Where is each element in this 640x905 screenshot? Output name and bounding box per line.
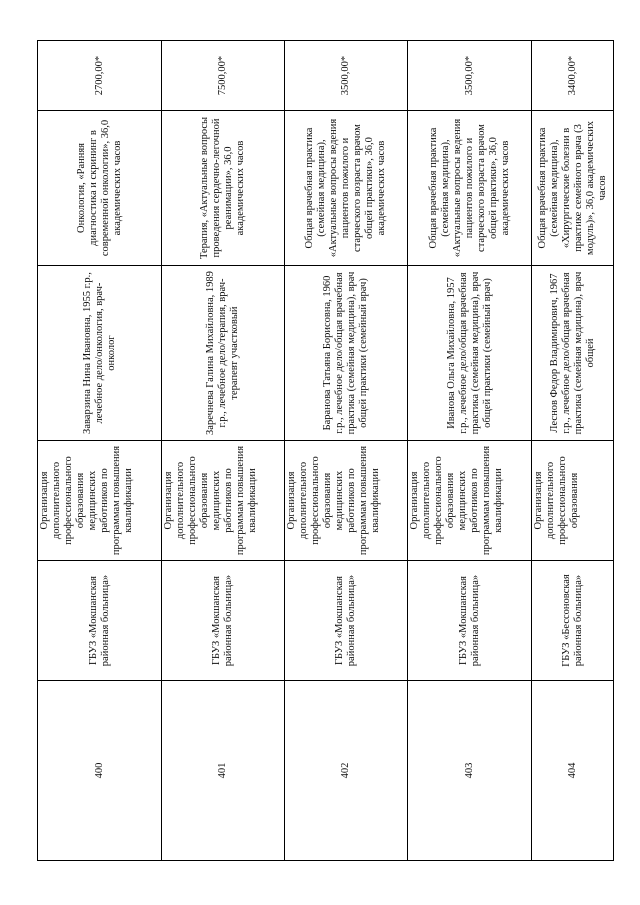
table-row: [162, 41, 285, 861]
row-number: 403: [408, 681, 532, 861]
rotated-table-container: [37, 41, 613, 861]
table-row: [408, 41, 532, 861]
price: 7500,00*: [162, 41, 285, 111]
organization: Организация дополнительного профессионального образования медицинских работников по программам повышения квалификации: [38, 441, 162, 561]
program-info: Общая врачебная практика (семейная медицина), «Актуальные вопросы ведения пациентов пожилого и старческого возраста врачом общей практики», 36,0 академических часов: [285, 111, 408, 266]
hospital-name: ГБУЗ «Мокшанская районная больница»: [38, 561, 162, 681]
doctor-info: Иванова Ольга Михайловна, 1957 г.р., лечебное дело/общая врачебная практика (семейная медицина), врач общей практики (семейный врач): [408, 266, 532, 441]
doctor-info: Леснов Федор Владимирович, 1967 г.р., лечебное дело/общая врачебная практика (семейная медицина), врач общей: [532, 266, 614, 441]
doctor-info: Заварзина Нина Ивановна, 1955 г.р., лечебное дело/онкология, врач-онколог: [38, 266, 162, 441]
row-number: 401: [162, 681, 285, 861]
table-row: [532, 41, 614, 861]
organization: Организация дополнительного профессионального образования медицинских работников по программам повышения квалификации: [285, 441, 408, 561]
table-row: [285, 41, 408, 861]
program-info: Общая врачебная практика (семейная медицина), «Хирургические болезни в практике семейного врача (3 модуль)», 36,0 академических часов: [532, 111, 614, 266]
doctor-info: Баранова Татьяна Борисовна, 1960 г.р., лечебное дело/общая врачебная практика (семейная медицина), врач общей практики (семейный врач): [285, 266, 408, 441]
program-info: Терапия, «Актуальные вопросы проведения сердечно-легочной реанимации», 36,0 академических часов: [162, 111, 285, 266]
hospital-name: ГБУЗ «Мокшанская районная больница»: [285, 561, 408, 681]
organization: Организация дополнительного профессионального образования: [532, 441, 614, 561]
price: 3500,00*: [408, 41, 532, 111]
hospital-name: ГБУЗ «Мокшанская районная больница»: [162, 561, 285, 681]
price: 3400,00*: [532, 41, 614, 111]
doctor-info: Заречнева Галина Михайловна, 1989 г.р., лечебное дело/терапия, врач-терапевт участковый: [162, 266, 285, 441]
row-number: 404: [532, 681, 614, 861]
training-table: [37, 40, 614, 861]
organization: Организация дополнительного профессионального образования медицинских работников по программам повышения квалификации: [162, 441, 285, 561]
organization: Организация дополнительного профессионального образования медицинских работников по программам повышения квалификации: [408, 441, 532, 561]
price: 2700,00*: [38, 41, 162, 111]
row-number: 400: [38, 681, 162, 861]
price: 3500,00*: [285, 41, 408, 111]
table-row: [38, 41, 162, 861]
program-info: Общая врачебная практика (семейная медицина), «Актуальные вопросы ведения пациентов пожилого и старческого возраста врачом общей практики», 36,0 академических часов: [408, 111, 532, 266]
hospital-name: ГБУЗ «Бессоновская районная больница»: [532, 561, 614, 681]
row-number: 402: [285, 681, 408, 861]
program-info: Онкология, «Ранняя диагностика и скрининг в современной онкологии», 36,0 академических часов: [38, 111, 162, 266]
hospital-name: ГБУЗ «Мокшанская районная больница»: [408, 561, 532, 681]
